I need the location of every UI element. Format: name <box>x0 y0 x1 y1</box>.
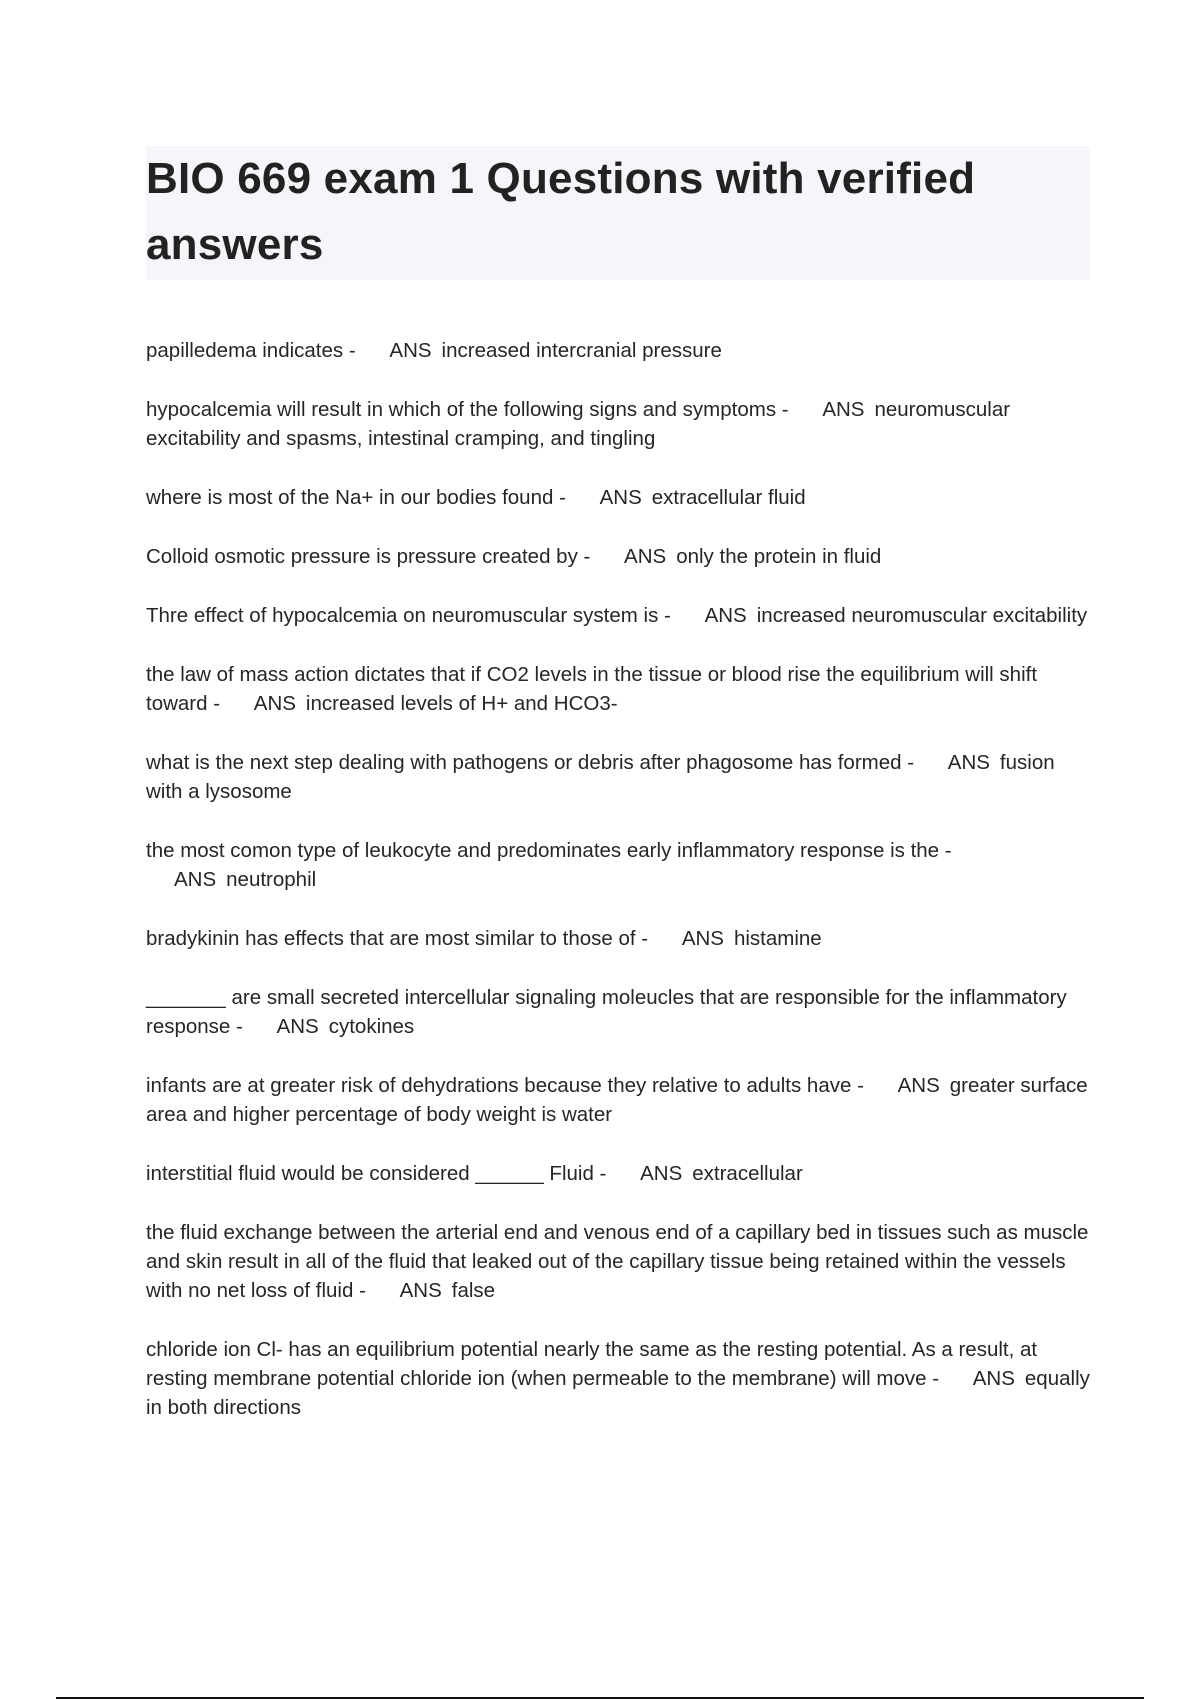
answer-label: ANS <box>897 1074 940 1097</box>
answer-label: ANS <box>704 604 747 627</box>
answer-label: ANS <box>389 339 432 362</box>
question-text: the fluid exchange between the arterial end and venous end of a capillary bed in tissues such as muscle and skin result in all of the fluid that leaked out of the capillary tissue being retained within the vessels with no net loss of fluid - <box>146 1221 1089 1302</box>
qa-item <box>146 836 1096 894</box>
qa-list <box>146 336 1096 1452</box>
answer-label: ANS <box>681 927 724 950</box>
answer-label: ANS <box>253 692 296 715</box>
question-text: the most comon type of leukocyte and predominates early inflammatory response is the - <box>146 839 952 862</box>
answer-label: ANS <box>640 1162 683 1185</box>
question-text: the law of mass action dictates that if CO2 levels in the tissue or blood rise the equilibrium will shift toward - <box>146 663 1038 715</box>
answer-label: ANS <box>399 1279 442 1302</box>
answer-text: histamine <box>733 927 822 950</box>
qa-item <box>146 1071 1096 1129</box>
answer-text: extracellular fluid <box>651 486 806 509</box>
qa-item <box>146 983 1096 1041</box>
answer-label: ANS <box>822 398 865 421</box>
answer-text: neutrophil <box>226 868 317 891</box>
question-text: papilledema indicates - <box>146 339 356 362</box>
answer-label: ANS <box>624 545 667 568</box>
question-text: _______ are small secreted intercellular signaling moleucles that are responsible for the inflammatory response - <box>146 986 1067 1038</box>
answer-text: increased neuromuscular excitability <box>756 604 1088 627</box>
qa-item <box>146 336 1096 365</box>
qa-item <box>146 395 1096 453</box>
qa-item <box>146 1335 1096 1422</box>
qa-item <box>146 542 1096 571</box>
qa-item <box>146 483 1096 512</box>
answer-label: ANS <box>599 486 642 509</box>
answer-text: increased levels of H+ and HCO3- <box>305 692 618 715</box>
answer-text: equally in both directions <box>146 1367 1090 1419</box>
question-text: what is the next step dealing with pathogens or debris after phagosome has formed - <box>146 751 915 774</box>
answer-text: only the protein in fluid <box>676 545 882 568</box>
answer-text: cytokines <box>328 1015 415 1038</box>
qa-item <box>146 1218 1096 1305</box>
question-text: infants are at greater risk of dehydrations because they relative to adults have - <box>146 1074 864 1097</box>
answer-text: fusion with a lysosome <box>146 751 1055 803</box>
question-text: Thre effect of hypocalcemia on neuromuscular system is - <box>146 604 671 627</box>
answer-text: increased intercranial pressure <box>441 339 722 362</box>
answer-text: greater surface area and higher percentage of body weight is water <box>146 1074 1088 1126</box>
question-text: hypocalcemia will result in which of the following signs and symptoms - <box>146 398 789 421</box>
question-text: interstitial fluid would be considered ______ Fluid - <box>146 1162 607 1185</box>
qa-item <box>146 660 1096 718</box>
answer-text: extracellular <box>692 1162 803 1185</box>
answer-text: neuromuscular excitability and spasms, intestinal cramping, and tingling <box>146 398 1011 450</box>
question-text: chloride ion Cl- has an equilibrium potential nearly the same as the resting potential. As a result, at resting membrane potential chloride ion (when permeable to the membrane) will move - <box>146 1338 1038 1390</box>
qa-item <box>146 924 1096 953</box>
qa-item <box>146 601 1096 630</box>
question-text: bradykinin has effects that are most similar to those of - <box>146 927 649 950</box>
qa-item <box>146 1159 1096 1188</box>
qa-item <box>146 748 1096 806</box>
answer-label: ANS <box>174 868 217 891</box>
title-block <box>146 146 1090 280</box>
answer-text: false <box>451 1279 496 1302</box>
question-text: Colloid osmotic pressure is pressure created by - <box>146 545 591 568</box>
footer-divider <box>56 1697 1144 1699</box>
question-text: where is most of the Na+ in our bodies found - <box>146 486 566 509</box>
answer-label: ANS <box>276 1015 319 1038</box>
answer-label: ANS <box>972 1367 1015 1390</box>
document-title: BIO 669 exam 1 Questions with verified answers <box>146 154 976 269</box>
answer-label: ANS <box>947 751 990 774</box>
